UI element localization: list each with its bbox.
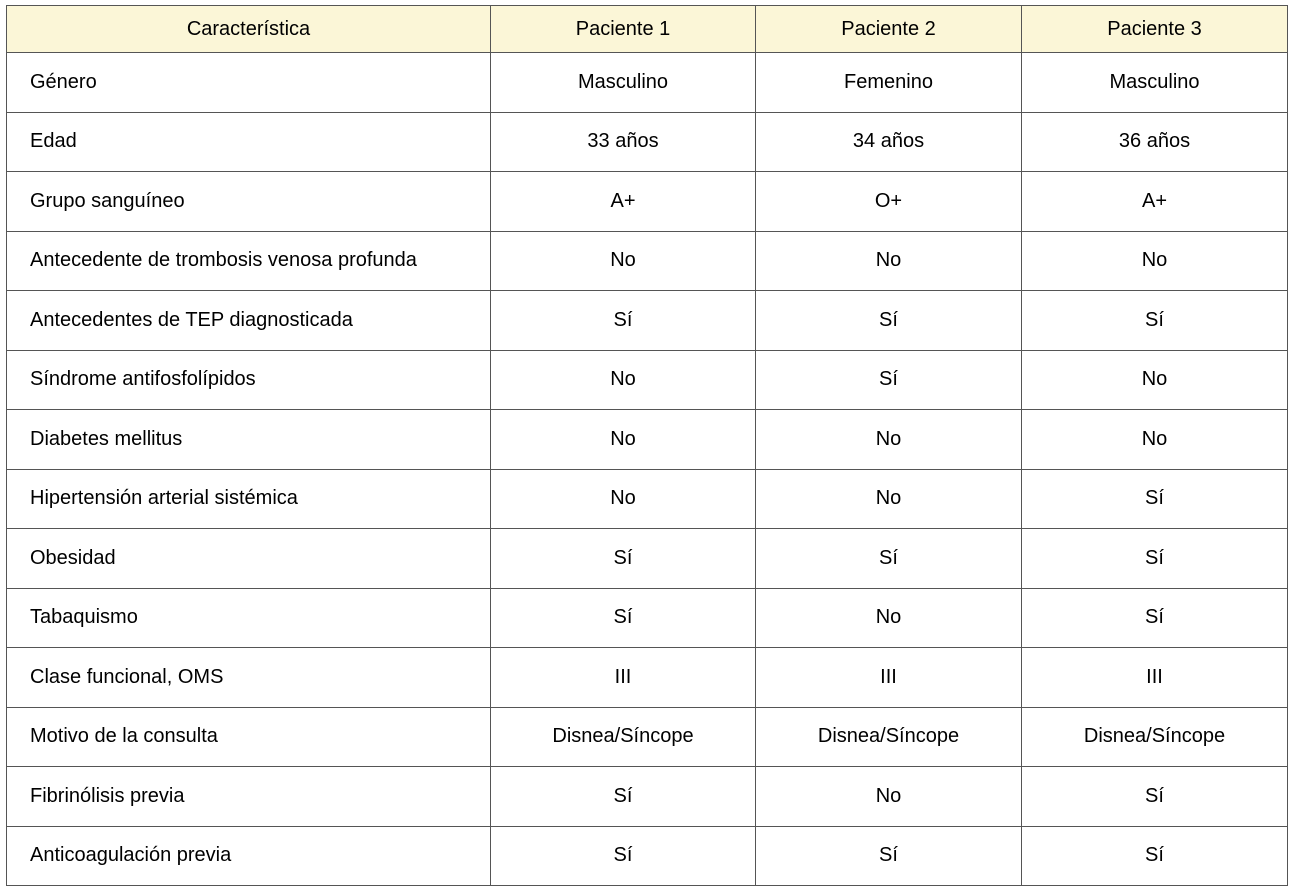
- table-row: [7, 648, 1288, 708]
- patient-1-value: 33 años: [491, 112, 756, 172]
- patient-2-value: No: [756, 410, 1022, 470]
- table-row: [7, 826, 1288, 886]
- patient-2-value: Sí: [756, 291, 1022, 351]
- header-row: [7, 6, 1288, 53]
- patient-2-value: Femenino: [756, 53, 1022, 113]
- patient-1-value: Sí: [491, 588, 756, 648]
- table-row: [7, 231, 1288, 291]
- patient-2-value: 34 años: [756, 112, 1022, 172]
- patient-3-value: III: [1022, 648, 1288, 708]
- row-label: Tabaquismo: [7, 588, 491, 648]
- patient-3-value: No: [1022, 350, 1288, 410]
- column-header-patient-1: Paciente 1: [491, 6, 756, 53]
- patient-1-value: Sí: [491, 826, 756, 886]
- patient-3-value: A+: [1022, 172, 1288, 232]
- patient-2-value: III: [756, 648, 1022, 708]
- patient-3-value: 36 años: [1022, 112, 1288, 172]
- table-row: [7, 291, 1288, 351]
- patient-3-value: No: [1022, 231, 1288, 291]
- patient-1-value: III: [491, 648, 756, 708]
- table-row: [7, 707, 1288, 767]
- row-label: Fibrinólisis previa: [7, 767, 491, 827]
- table-row: [7, 588, 1288, 648]
- table-row: [7, 350, 1288, 410]
- row-label: Síndrome antifosfolípidos: [7, 350, 491, 410]
- column-header-patient-3: Paciente 3: [1022, 6, 1288, 53]
- table-row: [7, 767, 1288, 827]
- row-label: Antecedentes de TEP diagnosticada: [7, 291, 491, 351]
- patient-3-value: Sí: [1022, 469, 1288, 529]
- patient-2-value: No: [756, 767, 1022, 827]
- patient-2-value: No: [756, 588, 1022, 648]
- patient-2-value: No: [756, 231, 1022, 291]
- patient-2-value: O+: [756, 172, 1022, 232]
- patient-3-value: No: [1022, 410, 1288, 470]
- patient-1-value: Masculino: [491, 53, 756, 113]
- patient-1-value: Sí: [491, 529, 756, 589]
- patient-3-value: Sí: [1022, 588, 1288, 648]
- patient-1-value: Sí: [491, 291, 756, 351]
- patient-1-value: Sí: [491, 767, 756, 827]
- table-body: [7, 53, 1288, 886]
- patient-3-value: Sí: [1022, 767, 1288, 827]
- patient-characteristics-table: [6, 5, 1288, 886]
- patient-2-value: Sí: [756, 529, 1022, 589]
- patient-1-value: No: [491, 469, 756, 529]
- patient-1-value: No: [491, 410, 756, 470]
- table-row: [7, 410, 1288, 470]
- row-label: Género: [7, 53, 491, 113]
- patient-1-value: A+: [491, 172, 756, 232]
- row-label: Edad: [7, 112, 491, 172]
- row-label: Obesidad: [7, 529, 491, 589]
- table-row: [7, 53, 1288, 113]
- patient-3-value: Sí: [1022, 826, 1288, 886]
- table-header: [7, 6, 1288, 53]
- row-label: Anticoagulación previa: [7, 826, 491, 886]
- patient-2-value: No: [756, 469, 1022, 529]
- patient-1-value: Disnea/Síncope: [491, 707, 756, 767]
- row-label: Antecedente de trombosis venosa profunda: [7, 231, 491, 291]
- patient-2-value: Sí: [756, 350, 1022, 410]
- row-label: Motivo de la consulta: [7, 707, 491, 767]
- column-header-patient-2: Paciente 2: [756, 6, 1022, 53]
- table-row: [7, 529, 1288, 589]
- patient-2-value: Disnea/Síncope: [756, 707, 1022, 767]
- column-header-characteristic: Característica: [7, 6, 491, 53]
- patient-2-value: Sí: [756, 826, 1022, 886]
- patient-3-value: Disnea/Síncope: [1022, 707, 1288, 767]
- table-row: [7, 112, 1288, 172]
- row-label: Hipertensión arterial sistémica: [7, 469, 491, 529]
- table-row: [7, 172, 1288, 232]
- row-label: Clase funcional, OMS: [7, 648, 491, 708]
- patient-3-value: Sí: [1022, 529, 1288, 589]
- row-label: Diabetes mellitus: [7, 410, 491, 470]
- patient-1-value: No: [491, 231, 756, 291]
- table-row: [7, 469, 1288, 529]
- row-label: Grupo sanguíneo: [7, 172, 491, 232]
- patient-1-value: No: [491, 350, 756, 410]
- patient-3-value: Masculino: [1022, 53, 1288, 113]
- patient-3-value: Sí: [1022, 291, 1288, 351]
